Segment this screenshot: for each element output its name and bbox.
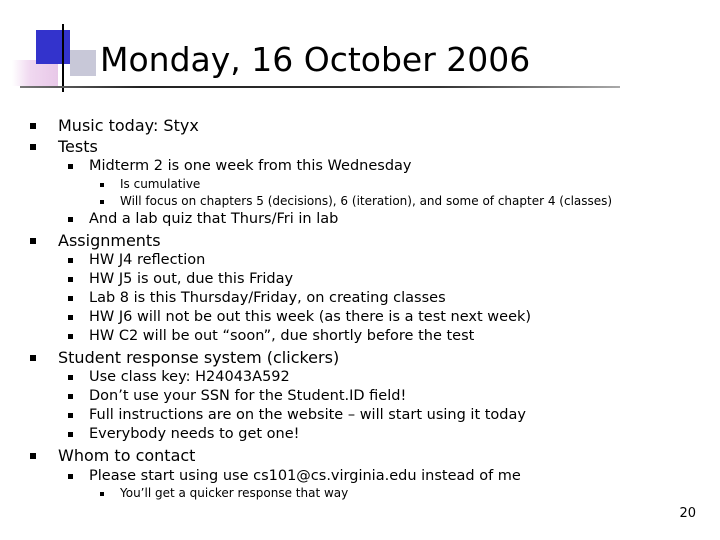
- decor-blue-square: [36, 30, 70, 64]
- decor-vertical-rule: [62, 24, 64, 92]
- bullet-marker: [100, 183, 104, 187]
- bullet-text-level-1: Music today: Styx: [58, 116, 199, 135]
- bullet-marker: [30, 238, 36, 244]
- bullet-marker: [68, 375, 73, 380]
- title-underline: [20, 86, 620, 88]
- bullet-text-level-3: You’ll get a quicker response that way: [120, 486, 349, 500]
- bullet-marker: [68, 217, 73, 222]
- bullet-text-level-1: Whom to contact: [58, 446, 196, 465]
- bullet-marker: [68, 334, 73, 339]
- bullet-marker: [68, 394, 73, 399]
- bullet-marker: [68, 413, 73, 418]
- bullet-text-level-2: Lab 8 is this Thursday/Friday, on creating classes: [89, 290, 446, 306]
- slide-title: Monday, 16 October 2006: [100, 40, 531, 79]
- bullet-text-level-3: Will focus on chapters 5 (decisions), 6 (iteration), and some of chapter 4 (classes): [120, 194, 613, 208]
- bullet-text-level-2: Please start using use cs101@cs.virginia.edu instead of me: [89, 468, 521, 484]
- bullet-text-level-2: Use class key: H24043A592: [89, 369, 290, 385]
- bullet-text-level-2: HW C2 will be out “soon”, due shortly before the test: [89, 328, 475, 344]
- bullet-text-level-2: Don’t use your SSN for the Student.ID field!: [89, 388, 407, 404]
- bullet-text-level-2: HW J6 will not be out this week (as there is a test next week): [89, 309, 532, 325]
- bullet-marker: [30, 355, 36, 361]
- bullet-text-level-2: HW J4 reflection: [89, 252, 206, 268]
- bullet-text-level-1: Assignments: [58, 231, 161, 250]
- bullet-text-level-1: Tests: [58, 137, 98, 156]
- bullet-text-level-3: Is cumulative: [120, 177, 201, 191]
- bullet-text-level-2: Midterm 2 is one week from this Wednesday: [89, 158, 412, 174]
- bullet-marker: [68, 315, 73, 320]
- bullet-text-level-2: Everybody needs to get one!: [89, 426, 300, 442]
- bullet-marker: [30, 144, 36, 150]
- bullet-text-level-2: HW J5 is out, due this Friday: [89, 271, 294, 287]
- bullet-marker: [68, 258, 73, 263]
- bullet-marker: [68, 277, 73, 282]
- bullet-text-level-2: Full instructions are on the website – will start using it today: [89, 407, 526, 423]
- bullet-marker: [68, 164, 73, 169]
- bullet-marker: [30, 123, 36, 129]
- bullet-text-level-1: Student response system (clickers): [58, 348, 340, 367]
- decor-grey-square: [70, 50, 96, 76]
- bullet-marker: [100, 492, 104, 496]
- bullet-marker: [68, 432, 73, 437]
- bullet-marker: [100, 200, 104, 204]
- bullet-text-level-2: And a lab quiz that Thurs/Fri in lab: [89, 211, 339, 227]
- bullet-marker: [30, 453, 36, 459]
- bullet-marker: [68, 474, 73, 479]
- bullet-marker: [68, 296, 73, 301]
- page-number: 20: [679, 506, 696, 521]
